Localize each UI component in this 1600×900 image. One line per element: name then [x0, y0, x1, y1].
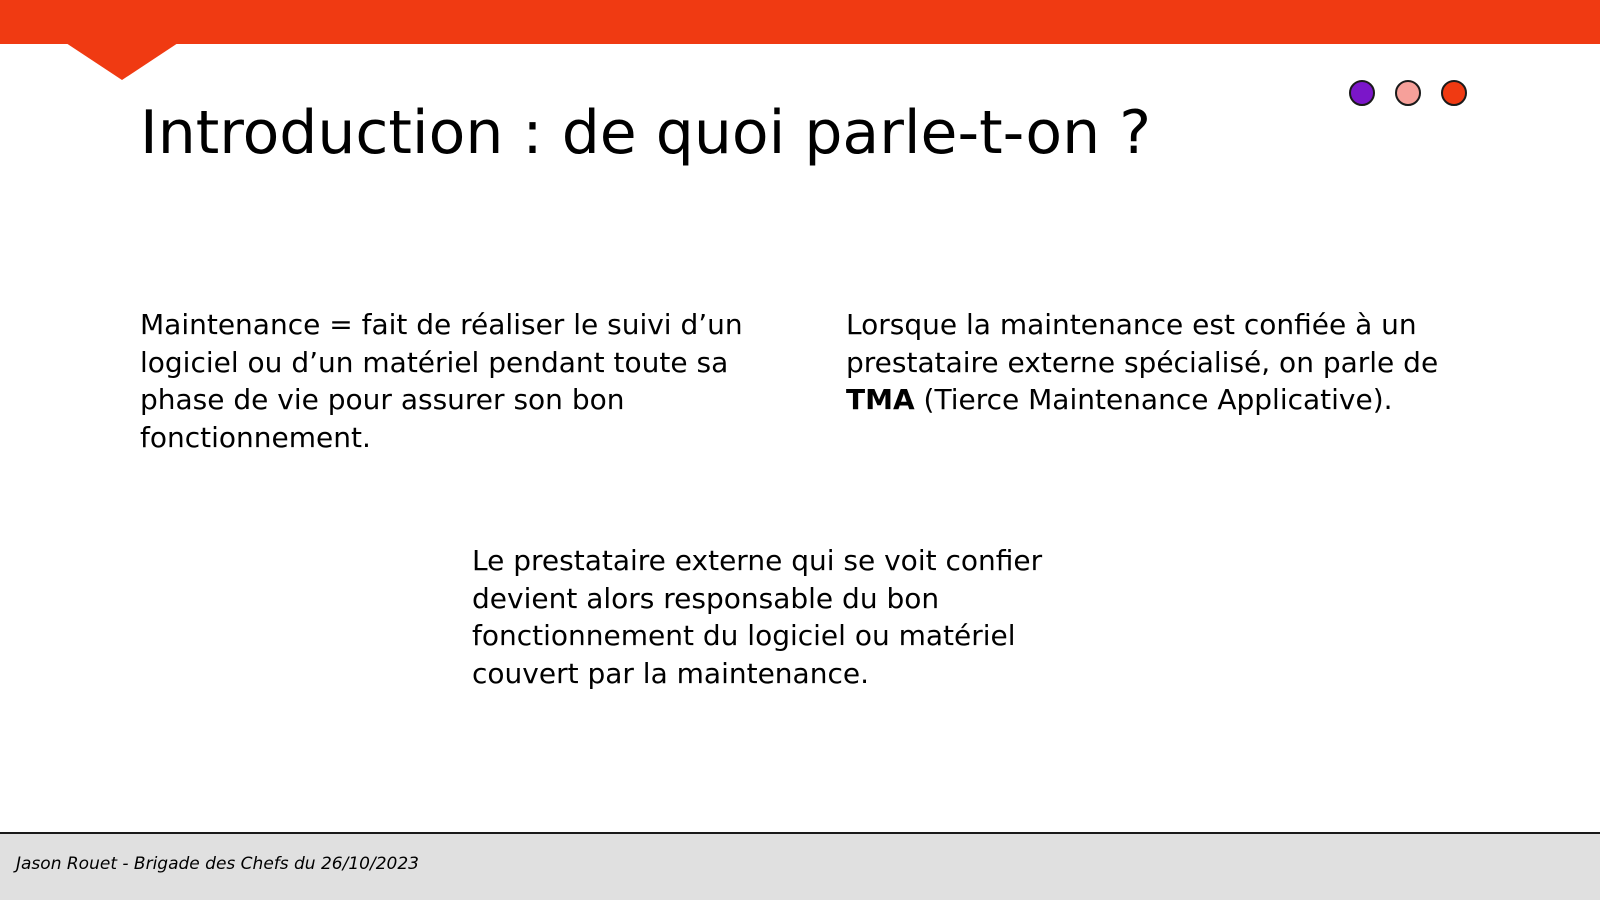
decorative-dots	[1349, 80, 1467, 106]
tma-acronym: TMA	[846, 383, 915, 416]
footer-credit: Jason Rouet - Brigade des Chefs du 26/10/2023	[16, 854, 419, 874]
top-accent-notch	[66, 43, 178, 80]
footer-bar	[0, 832, 1600, 900]
maintenance-definition-text: Maintenance = fait de réaliser le suivi d’un logiciel ou d’un matériel pendant toute sa phase de vie pour assurer son bon fonctionnement.	[140, 308, 743, 454]
tma-definition-text	[846, 306, 1486, 419]
dot-purple	[1349, 80, 1375, 106]
top-accent-bar	[0, 0, 1600, 44]
tma-text-before: Lorsque la maintenance est confiée à un prestataire externe spécialisé, on parle de	[846, 308, 1439, 379]
provider-responsibility-text: Le prestataire externe qui se voit confier devient alors responsable du bon fonctionnement du logiciel ou matériel couvert par la maintenance.	[472, 544, 1043, 690]
tma-text-after: (Tierce Maintenance Applicative).	[914, 383, 1393, 416]
slide-title: Introduction : de quoi parle-t-on ?	[140, 98, 1152, 168]
dot-pink	[1395, 80, 1421, 106]
dot-orange	[1441, 80, 1467, 106]
